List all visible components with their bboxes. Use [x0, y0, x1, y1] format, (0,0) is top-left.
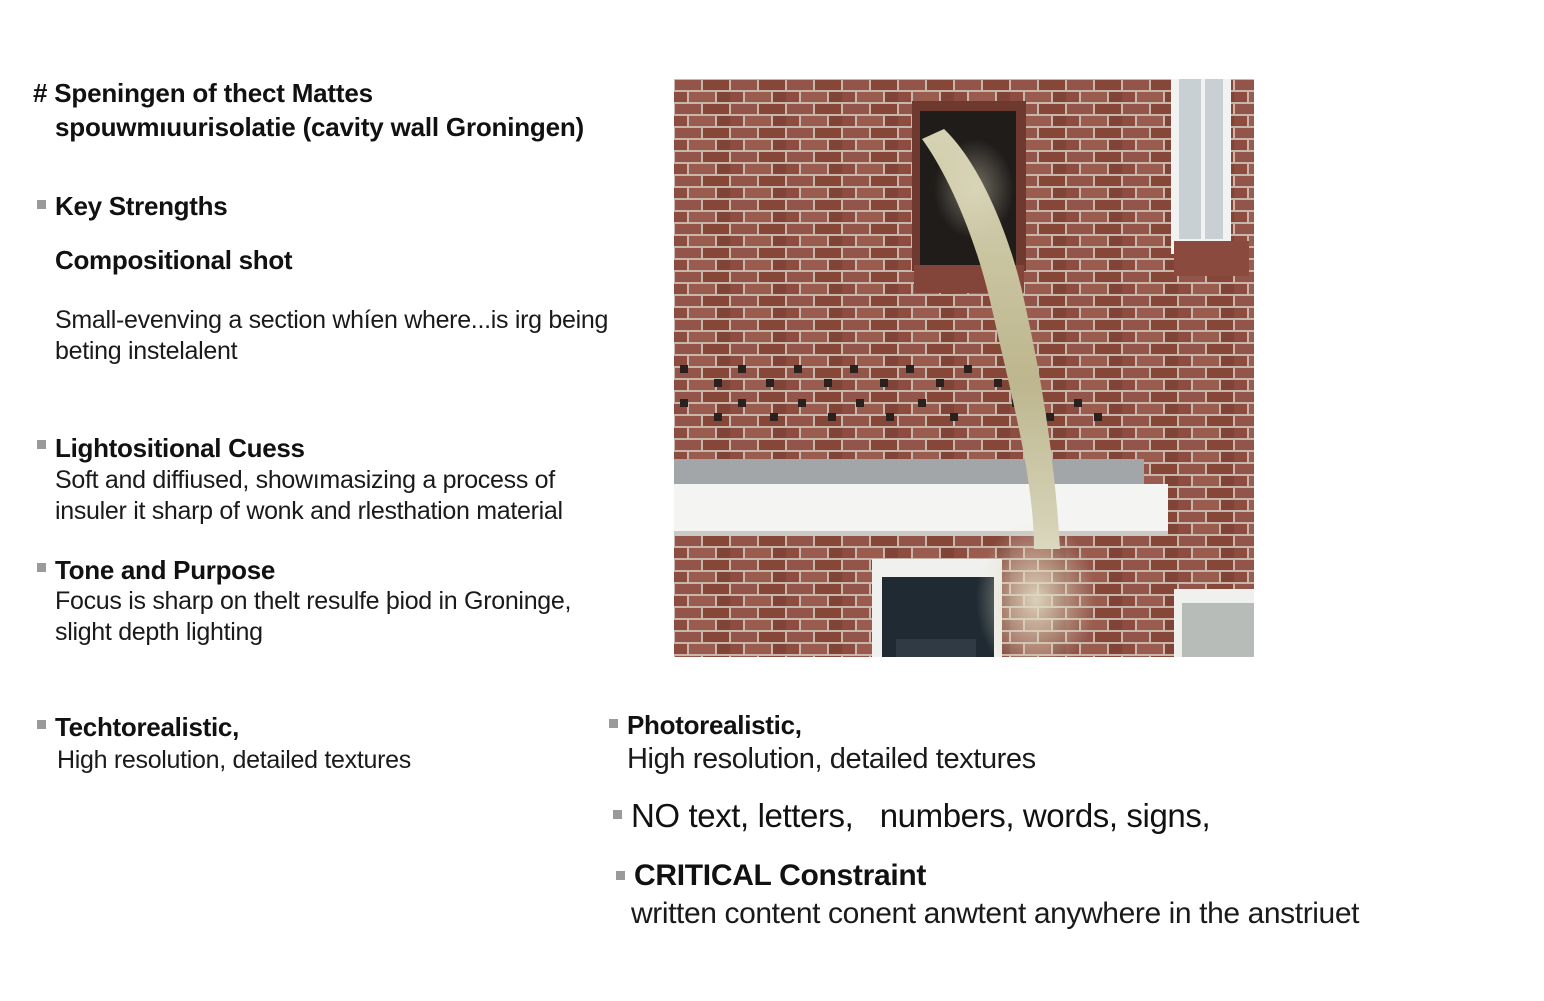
bullet-icon	[609, 719, 618, 728]
key-strengths-line-1: Small-evenving a section whíen where...is irg being	[55, 306, 609, 334]
cavity-wall-insulation-photo	[674, 79, 1254, 657]
lighting-line-2: insuler it sharp of wonk and rlesthation material	[55, 497, 563, 525]
page-title	[33, 76, 584, 144]
tone-heading: Tone and Purpose	[55, 555, 276, 585]
bullet-icon	[37, 720, 46, 729]
critical-heading: CRITICAL Constraint	[634, 859, 927, 892]
title-line-1: # Speningen of thect Mattes	[33, 78, 373, 108]
key-strengths-text	[55, 305, 608, 367]
critical-text: written content conent anwtent anywhere in the anstriuet	[631, 897, 1360, 930]
bullet-icon	[37, 563, 46, 572]
lighting-heading: Lightositional Cuess	[55, 433, 305, 463]
techtorealistic-heading: Techtorealistic,	[55, 712, 240, 742]
bullet-icon	[613, 810, 622, 819]
lighting-line-1: Soft and diffiused, showımasizing a process of	[55, 466, 555, 494]
key-strengths-line-2: beting instelalent	[55, 337, 238, 365]
tone-line-2: slight depth lighting	[55, 618, 263, 646]
photorealistic-text: High resolution, detailed textures	[627, 743, 1036, 775]
key-strengths-subheading: Compositional shot	[55, 245, 293, 275]
bullet-icon	[37, 200, 46, 209]
brick-wall-illustration	[674, 79, 1254, 657]
techtorealistic-text: High resolution, detailed textures	[57, 746, 411, 774]
lighting-text	[55, 465, 563, 527]
tone-line-1: Focus is sharp on thelt resulfe þiod in Groninge,	[55, 587, 572, 615]
title-line-2: spouwmıuurisolatie (cavity wall Groningen)	[55, 112, 585, 142]
bullet-icon	[37, 440, 46, 449]
tone-text	[55, 586, 571, 648]
key-strengths-heading: Key Strengths	[55, 191, 228, 221]
no-text-line: NO text, letters, numbers, words, signs,	[631, 797, 1211, 834]
bullet-icon	[616, 871, 625, 880]
photorealistic-heading: Photorealistic,	[627, 710, 802, 740]
